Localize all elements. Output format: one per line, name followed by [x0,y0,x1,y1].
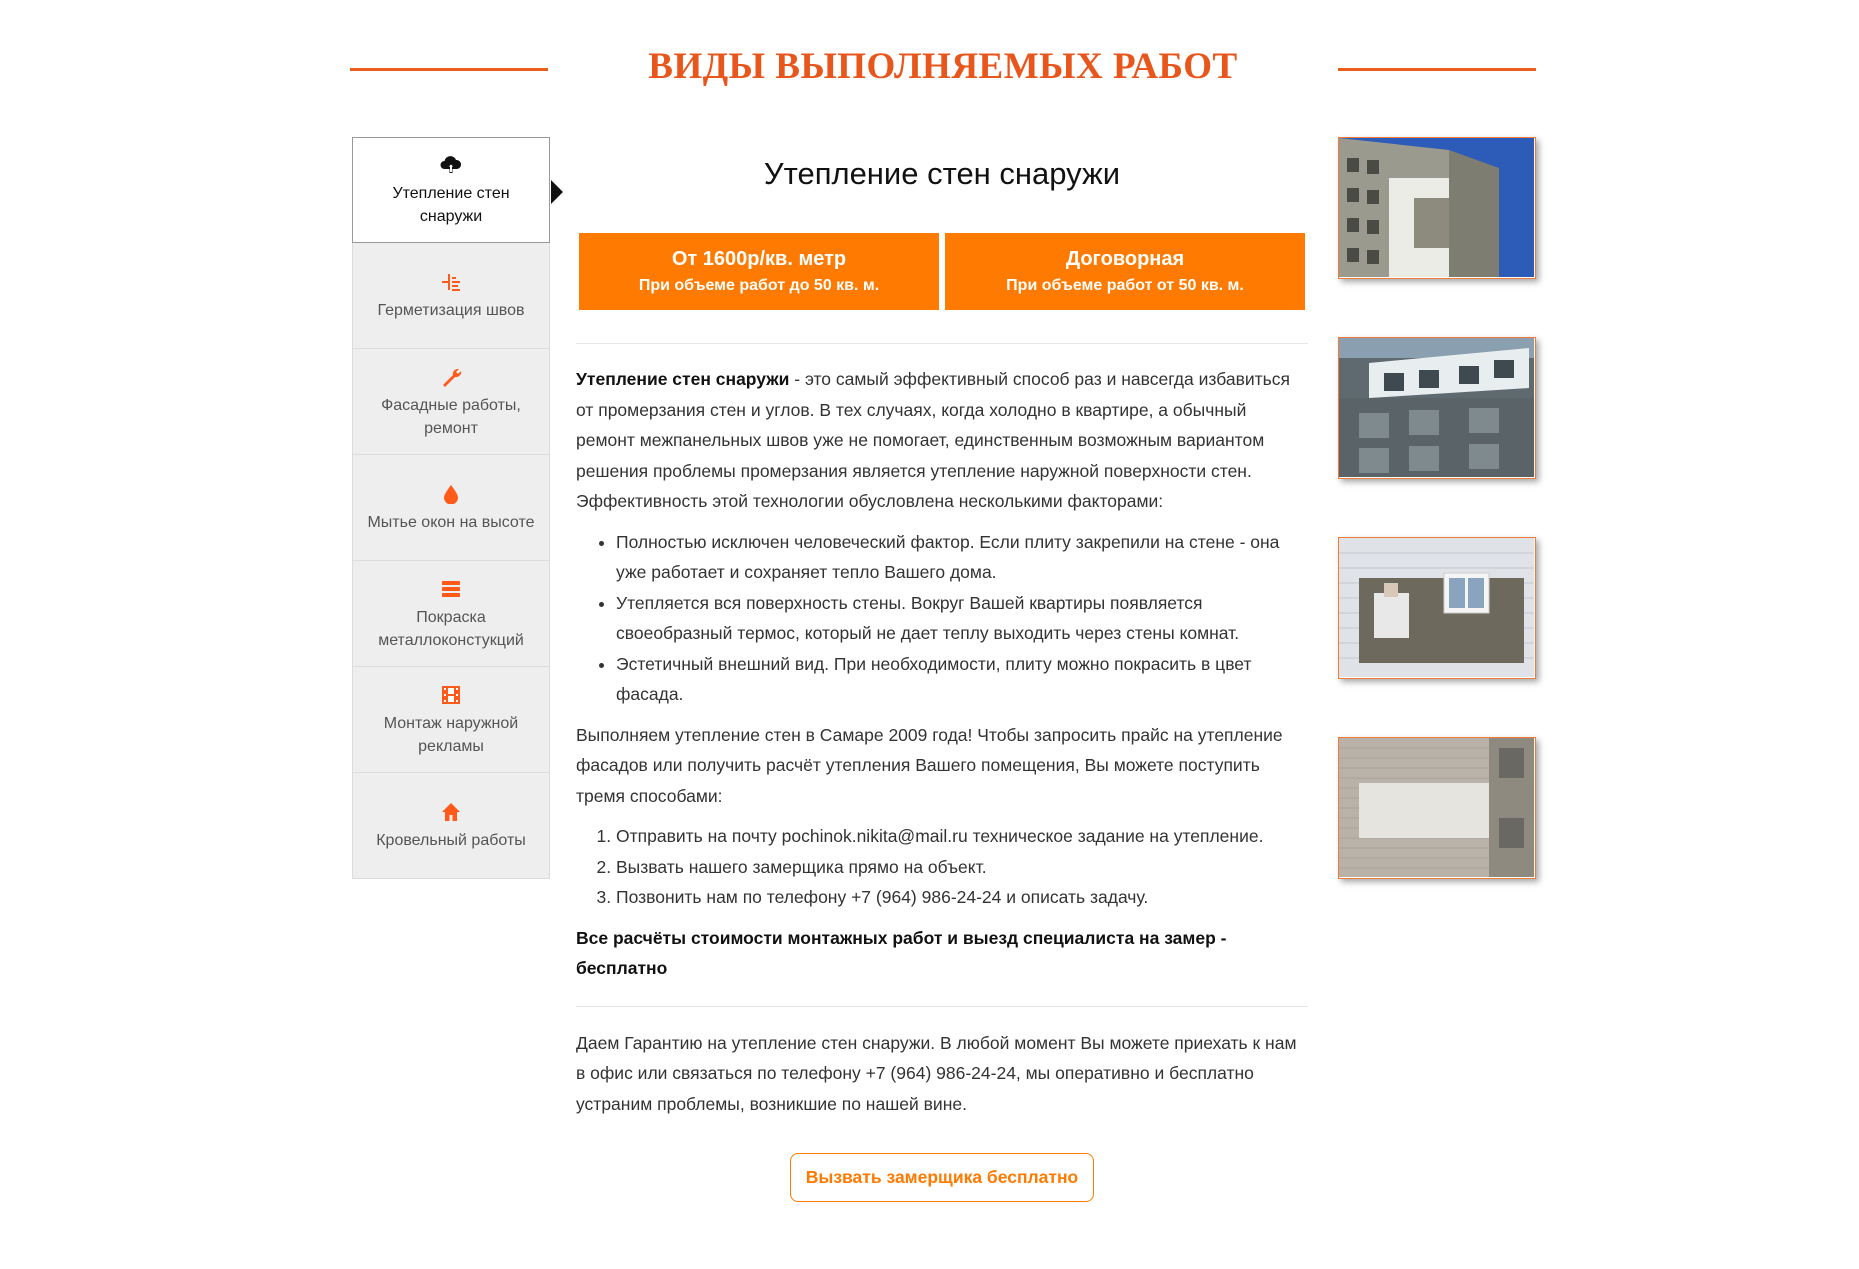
gallery-photo[interactable] [1338,337,1536,479]
price-condition: При объеме работ от 50 кв. м. [1006,276,1244,294]
gallery-photo[interactable] [1338,537,1536,679]
intro-bold: Утепление стен снаружи [576,369,790,389]
section-title: ВИДЫ ВЫПОЛНЯЕМЫХ РАБОТ [648,46,1238,87]
sidebar-item-outdoor-advertising[interactable] [352,667,550,773]
list-item: • Полностью исключен человеческий фактор. Если плиту закрепили на стене - она уже работает и сохраняет тепло Вашего дома. [616,527,1308,588]
price-condition: При объеме работ до 50 кв. м. [638,276,880,294]
list-item: 3. Позвонить нам по телефону +7 (964) 986-24-24 и описать задачу. [616,882,1308,913]
contact-paragraph: Выполняем утепление стен в Самаре 2009 года! Чтобы запросить прайс на утепление фасадов или получить расчёт утепления Вашего помещения, Вы можете поступить тремя способами: [576,724,1283,806]
sidebar-item-label: Кровельный работы [376,832,526,849]
service-title: Утепление стен снаружи [763,156,1121,191]
list-item: • Утепляется вся поверхность стены. Вокруг Вашей квартиры появляется своеобразный термос, который не дает теплу выходить через стены комнат. [616,588,1308,649]
intro-text: - это самый эффективный способ раз и навсегда избавиться от промерзания стен и углов. В тех случаях, когда холодно в квартире, а обычный ремонт межпанельных швов уже не помогает, единственным возможным вариантом решения проблемы промерзания является утепление наружной поверхности стен. Эффективность этой технологии обусловлена несколькими факторами: [576,369,1290,511]
sidebar-item-label: Утепление стен снаружи [392,185,510,225]
free-note: Все расчёты стоимости монтажных работ и выезд специалиста на замер - бесплатно [576,927,1227,978]
sidebar-item-facade-repair[interactable] [352,349,550,455]
sidebar-item-label: Фасадные работы, ремонт [381,396,521,437]
wrench-icon [440,364,462,390]
service-content [576,137,1308,1202]
header-line-right [1338,68,1536,71]
list-item: 1. Отправить на почту pochinok.nikita@mail.ru техническое задание на утепление. [616,821,1308,852]
layers-icon [441,576,461,602]
call-measurer-button[interactable]: Вызвать замерщика бесплатно [790,1153,1094,1202]
gallery-photo[interactable] [1338,137,1536,279]
sidebar-item-label: Герметизация швов [377,302,525,319]
gallery-photo[interactable] [1338,737,1536,879]
cloud-upload-icon [440,152,462,178]
sidebar-item-seam-sealing[interactable] [352,243,550,349]
drop-icon [443,481,459,507]
film-icon [441,682,461,708]
steps-list [576,821,1308,913]
benefits-list [576,527,1308,710]
services-sidebar [352,137,550,879]
sidebar-item-label: Покраска металлоконстукций [378,608,524,649]
divider [576,343,1308,344]
cta-wrapper [576,1153,1308,1202]
price-value: От 1600р/кв. метр [671,247,847,270]
price-boxes [576,233,1308,310]
description [576,364,1308,1119]
sidebar-item-roofing[interactable] [352,773,550,879]
sidebar-item-wall-insulation[interactable] [352,137,550,243]
section-header [350,40,1536,100]
sidebar-item-label: Монтаж наружной рекламы [383,714,519,755]
photo-gallery [1338,137,1536,937]
guarantee-paragraph: Даем Гарантию на утепление стен снаружи. В любой момент Вы можете приехать к нам в офис или связаться по телефону +7 (964) 986-24-24, мы оперативно и бесплатно устраним проблемы, возникшие по нашей вине. [576,1032,1297,1114]
price-box-small [579,233,939,310]
home-icon [441,799,461,825]
divider [576,1006,1308,1007]
list-item: 2. Вызвать нашего замерщика прямо на объект. [616,852,1308,883]
price-value: Договорная [1065,247,1185,270]
sidebar-item-window-washing[interactable] [352,455,550,561]
list-item: • Эстетичный внешний вид. При необходимости, плиту можно покрасить в цвет фасада. [616,649,1308,710]
sidebar-item-label: Мытье окон на высоте [367,514,535,531]
intro-paragraph [576,364,1308,517]
sidebar-item-metal-painting[interactable] [352,561,550,667]
price-box-large [945,233,1305,310]
seam-icon [440,269,462,295]
